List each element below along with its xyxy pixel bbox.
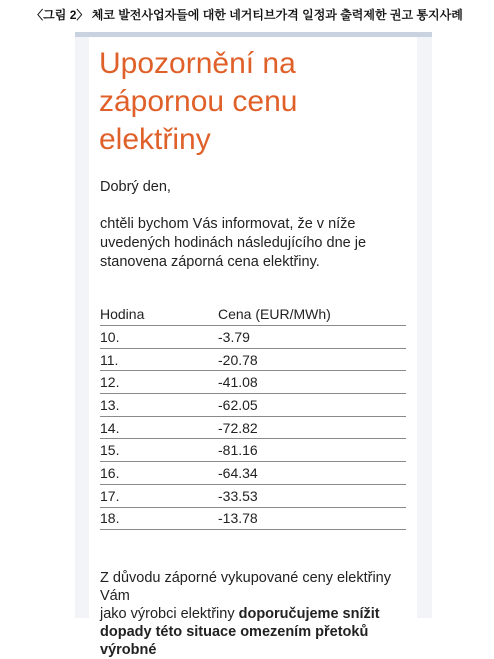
price-cell: -3.79 bbox=[218, 328, 250, 345]
header-hour: Hodina bbox=[100, 306, 145, 322]
email-greeting: Dobrý den, bbox=[100, 179, 171, 195]
footer-line-2-plain: jako výrobci elektřiny bbox=[100, 606, 239, 622]
table-row bbox=[100, 417, 406, 440]
hour-cell: 13. bbox=[100, 396, 120, 413]
footer-line-1: Z důvodu záporné vykupované ceny elektřiny Vám bbox=[100, 570, 391, 604]
table-row bbox=[100, 485, 406, 508]
header-price: Cena (EUR/MWh) bbox=[218, 306, 331, 322]
table-row bbox=[100, 349, 406, 372]
footer-line-3-cut bbox=[100, 623, 408, 658]
price-cell: -62.05 bbox=[218, 396, 258, 413]
price-cell: -72.82 bbox=[218, 419, 258, 436]
table-row bbox=[100, 508, 406, 531]
price-cell: -64.34 bbox=[218, 464, 258, 481]
price-cell: -81.16 bbox=[218, 442, 258, 459]
table-header-row bbox=[100, 303, 406, 326]
phone-screenshot bbox=[75, 32, 432, 658]
email-title: Upozornění na zápornou cenu elektřiny bbox=[99, 47, 298, 156]
footer-line-2-bold: doporučujeme snížit bbox=[238, 606, 380, 622]
hour-cell: 14. bbox=[100, 419, 120, 436]
hour-cell: 18. bbox=[100, 510, 120, 527]
email-intro: chtěli bychom Vás informovat, že v níže uvedených hodinách následujícího dne je stanovena záporná cena elektřiny. bbox=[100, 216, 367, 270]
price-cell: -20.78 bbox=[218, 351, 258, 368]
table-row bbox=[100, 326, 406, 349]
hour-cell: 11. bbox=[100, 351, 119, 368]
hour-cell: 15. bbox=[100, 442, 120, 459]
hour-cell: 16. bbox=[100, 464, 120, 481]
figure-caption: 〈그림 2〉 체코 발전사업자들에 대한 네거티브가격 일정과 출력제한 권고 통지사례 bbox=[31, 8, 463, 22]
price-cell: -13.78 bbox=[218, 510, 258, 527]
hour-cell: 12. bbox=[100, 374, 120, 391]
table-row bbox=[100, 394, 406, 417]
hour-cell: 17. bbox=[100, 487, 120, 504]
table-row bbox=[100, 439, 406, 462]
price-cell: -41.08 bbox=[218, 374, 258, 391]
footer-line-3-bold: dopady této situace omezením přetoků výrobné bbox=[100, 624, 369, 658]
table-row bbox=[100, 371, 406, 394]
price-cell: -33.53 bbox=[218, 487, 258, 504]
hour-cell: 10. bbox=[100, 328, 120, 345]
price-table bbox=[100, 303, 406, 530]
email-card[interactable] bbox=[89, 37, 417, 658]
email-footer-text bbox=[100, 569, 408, 658]
table-row bbox=[100, 462, 406, 485]
